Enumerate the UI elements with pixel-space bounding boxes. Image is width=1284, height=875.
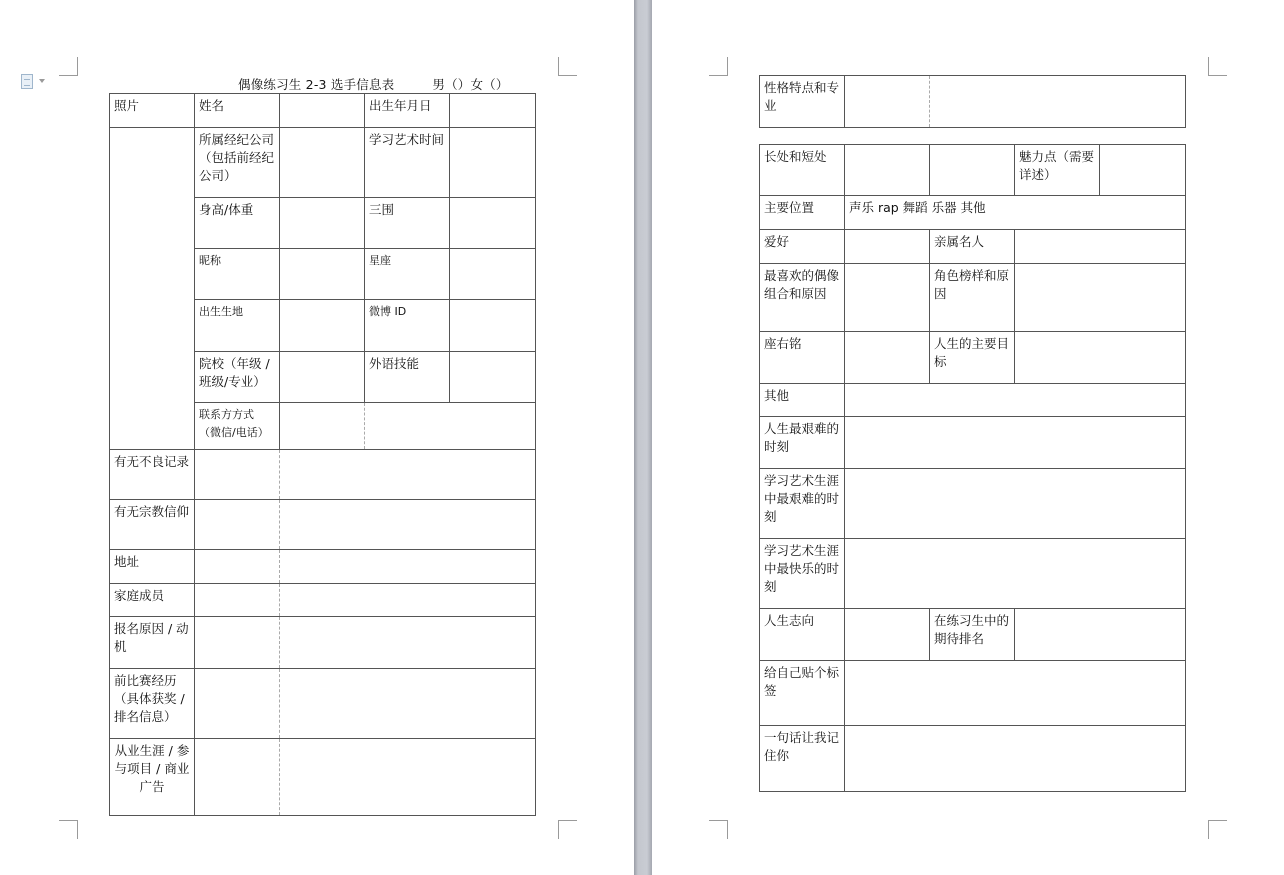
crop-mark xyxy=(709,57,728,76)
charm-value[interactable] xyxy=(1100,145,1186,196)
reason-label: 报名原因 / 动机 xyxy=(110,617,195,669)
gender-choice: 男（）女（） xyxy=(432,77,509,92)
name-label: 姓名 xyxy=(195,94,280,128)
page-gutter xyxy=(634,0,652,875)
role-model-value[interactable] xyxy=(1015,264,1186,332)
address-label: 地址 xyxy=(110,550,195,584)
hardest-art-value[interactable] xyxy=(845,469,1186,539)
personality-label: 性格特点和专业 xyxy=(760,76,845,128)
record-label: 有无不良记录 xyxy=(110,450,195,500)
languages-label: 外语技能 xyxy=(365,352,450,403)
address-value-b[interactable] xyxy=(280,550,536,584)
nickname-label: 昵称 xyxy=(195,249,280,300)
motto-label: 座右铭 xyxy=(760,332,845,384)
crop-mark xyxy=(709,820,728,839)
school-value[interactable] xyxy=(280,352,365,403)
hardest-art-label: 学习艺术生涯中最艰难的时刻 xyxy=(760,469,845,539)
address-value-a[interactable] xyxy=(195,550,280,584)
remember-me-label: 一句话让我记住你 xyxy=(760,726,845,792)
career-value-b[interactable] xyxy=(280,739,536,816)
crop-mark xyxy=(1208,57,1227,76)
religion-value-b[interactable] xyxy=(280,500,536,550)
competitions-value-b[interactable] xyxy=(280,669,536,739)
family-value-a[interactable] xyxy=(195,584,280,617)
position-label: 主要位置 xyxy=(760,196,845,230)
motto-value[interactable] xyxy=(845,332,930,384)
hobby-value[interactable] xyxy=(845,230,930,264)
religion-value-a[interactable] xyxy=(195,500,280,550)
weibo-value[interactable] xyxy=(450,300,536,352)
contact-value-b[interactable] xyxy=(365,403,536,450)
nickname-value[interactable] xyxy=(280,249,365,300)
contact-value-a[interactable] xyxy=(280,403,365,450)
photo-area[interactable] xyxy=(110,128,195,450)
height-weight-label: 身高/体重 xyxy=(195,198,280,249)
aspiration-value[interactable] xyxy=(845,609,930,661)
aspiration-label: 人生志向 xyxy=(760,609,845,661)
measurements-label: 三围 xyxy=(365,198,450,249)
relatives-label: 亲属名人 xyxy=(930,230,1015,264)
languages-value[interactable] xyxy=(450,352,536,403)
other-label: 其他 xyxy=(760,384,845,417)
competitions-value-a[interactable] xyxy=(195,669,280,739)
form-title-line xyxy=(238,75,509,93)
pros-cons-label: 长处和短处 xyxy=(760,145,845,196)
other-value[interactable] xyxy=(845,384,1186,417)
religion-label: 有无宗教信仰 xyxy=(110,500,195,550)
record-value-a[interactable] xyxy=(195,450,280,500)
remember-me-value[interactable] xyxy=(845,726,1186,792)
weibo-label: 微博 ID xyxy=(365,300,450,352)
form-title: 偶像练习生 2-3 选手信息表 xyxy=(238,77,395,92)
agency-value[interactable] xyxy=(280,128,365,198)
competitions-label: 前比赛经历（具体获奖 / 排名信息） xyxy=(110,669,195,739)
agency-label: 所属经纪公司（包括前经纪公司） xyxy=(195,128,280,198)
relatives-value[interactable] xyxy=(1015,230,1186,264)
role-model-label: 角色榜样和原因 xyxy=(930,264,1015,332)
happiest-art-value[interactable] xyxy=(845,539,1186,609)
self-tag-value[interactable] xyxy=(845,661,1186,726)
school-label: 院校（年级 / 班级/专业） xyxy=(195,352,280,403)
hardest-life-value[interactable] xyxy=(845,417,1186,469)
birthdate-value[interactable] xyxy=(450,94,536,128)
chevron-down-icon[interactable] xyxy=(39,79,45,83)
study-time-value[interactable] xyxy=(450,128,536,198)
happiest-art-label: 学习艺术生涯中最快乐的时刻 xyxy=(760,539,845,609)
self-tag-label: 给自己贴个标签 xyxy=(760,661,845,726)
career-value-a[interactable] xyxy=(195,739,280,816)
birthplace-label: 出生生地 xyxy=(195,300,280,352)
contact-label: 联系方方式（微信/电话） xyxy=(195,403,280,450)
birthplace-value[interactable] xyxy=(280,300,365,352)
charm-label: 魅力点（需要详述） xyxy=(1015,145,1100,196)
cons-value[interactable] xyxy=(930,145,1015,196)
zodiac-value[interactable] xyxy=(450,249,536,300)
life-goal-value[interactable] xyxy=(1015,332,1186,384)
crop-mark xyxy=(558,820,577,839)
crop-mark xyxy=(59,820,78,839)
record-value-b[interactable] xyxy=(280,450,536,500)
family-value-b[interactable] xyxy=(280,584,536,617)
measurements-value[interactable] xyxy=(450,198,536,249)
expected-rank-label: 在练习生中的期待排名 xyxy=(930,609,1015,661)
document-icon[interactable] xyxy=(19,74,49,90)
personality-table xyxy=(759,75,1186,128)
fav-group-value[interactable] xyxy=(845,264,930,332)
profile-details-table xyxy=(759,144,1186,792)
birthdate-label: 出生年月日 xyxy=(365,94,450,128)
hardest-life-label: 人生最艰难的时刻 xyxy=(760,417,845,469)
personality-value-b[interactable] xyxy=(930,76,1186,128)
study-time-label: 学习艺术时间 xyxy=(365,128,450,198)
family-label: 家庭成员 xyxy=(110,584,195,617)
reason-value-b[interactable] xyxy=(280,617,536,669)
crop-mark xyxy=(59,57,78,76)
reason-value-a[interactable] xyxy=(195,617,280,669)
name-value[interactable] xyxy=(280,94,365,128)
zodiac-label: 星座 xyxy=(365,249,450,300)
fav-group-label: 最喜欢的偶像组合和原因 xyxy=(760,264,845,332)
photo-label: 照片 xyxy=(110,94,195,128)
pros-value[interactable] xyxy=(845,145,930,196)
applicant-info-table xyxy=(109,93,536,816)
life-goal-label: 人生的主要目标 xyxy=(930,332,1015,384)
crop-mark xyxy=(1208,820,1227,839)
personality-value-a[interactable] xyxy=(845,76,930,128)
hobby-label: 爱好 xyxy=(760,230,845,264)
expected-rank-value[interactable] xyxy=(1015,609,1186,661)
height-weight-value[interactable] xyxy=(280,198,365,249)
position-options[interactable]: 声乐 rap 舞蹈 乐器 其他 xyxy=(845,196,1186,230)
crop-mark xyxy=(558,57,577,76)
career-label: 从业生涯 / 参与项目 / 商业广告 xyxy=(110,739,195,816)
